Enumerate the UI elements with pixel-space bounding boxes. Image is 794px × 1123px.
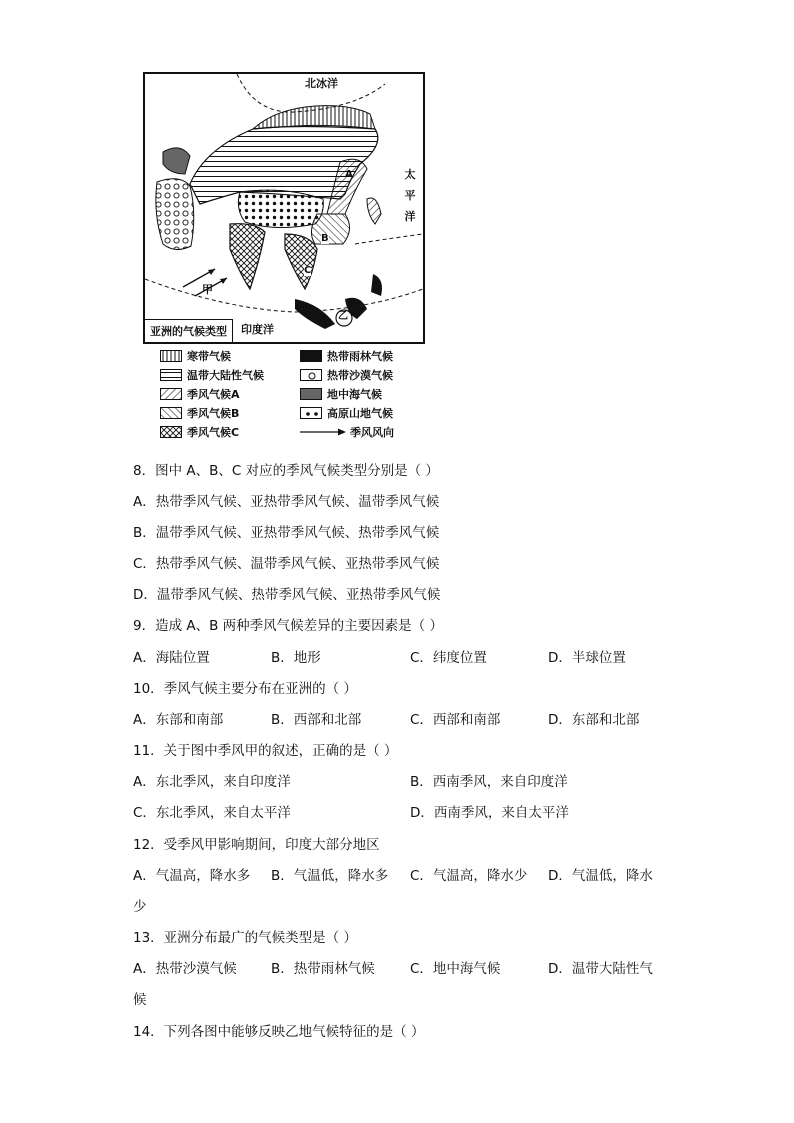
asia-climate-map — [143, 72, 425, 344]
question-12-stem: 12．受季风甲影响期间，印度大部分地区 — [133, 837, 380, 853]
question-11-option-b: B．西南季风，来自印度洋 — [410, 774, 568, 790]
legend-label: 地中海气候 — [327, 388, 382, 401]
wind-jia-label: 甲 — [202, 283, 213, 296]
question-12-option-a: A．气温高，降水多 — [133, 868, 251, 884]
question-10-option-d: D．东部和北部 — [548, 712, 640, 728]
yi-label: 乙 — [338, 311, 348, 322]
question-8-option-a: A．热带季风气候、亚热带季风气候、温带季风气候 — [133, 494, 440, 510]
question-10-option-c: C．西部和南部 — [410, 712, 501, 728]
cold-climate-swatch — [160, 350, 182, 362]
question-11-option-a: A．东北季风，来自印度洋 — [133, 774, 291, 790]
desert-swatch — [300, 369, 322, 381]
arrow-icon — [300, 426, 346, 438]
question-8-option-b: B．温带季风气候、亚热带季风气候、热带季风气候 — [133, 525, 440, 541]
legend-label: 热带沙漠气候 — [327, 369, 393, 382]
indian-ocean-label: 印度洋 — [241, 323, 274, 336]
mediterranean-swatch — [300, 388, 322, 400]
question-10-stem: 10．季风气候主要分布在亚洲的（ ） — [133, 681, 357, 697]
map-drawing — [145, 74, 423, 342]
question-10-option-a: A．东部和南部 — [133, 712, 224, 728]
legend-item-wind-direction — [300, 424, 394, 440]
question-12-option-c: C．气温高，降水少 — [410, 868, 528, 884]
rainforest-swatch — [300, 350, 322, 362]
question-11-option-d: D．西南季风，来自太平洋 — [410, 805, 569, 821]
monsoon-a-swatch — [160, 388, 182, 400]
plateau-swatch — [300, 407, 322, 419]
monsoon-c-marker: C — [304, 265, 312, 276]
legend-label: 热带雨林气候 — [327, 350, 393, 363]
question-13-stem: 13．亚洲分布最广的气候类型是（ ） — [133, 930, 357, 946]
question-9-option-b: B．地形 — [271, 650, 321, 666]
legend-label: 寒带气候 — [187, 350, 231, 363]
legend-item-temperate-continental — [160, 367, 264, 383]
legend-item-monsoon-b — [160, 405, 239, 421]
question-9-option-c: C．纬度位置 — [410, 650, 487, 666]
legend-item-plateau — [300, 405, 393, 421]
question-14-stem: 14．下列各图中能够反映乙地气候特征的是（ ） — [133, 1024, 425, 1040]
question-10-option-b: B．西部和北部 — [271, 712, 362, 728]
question-13-option-b: B．热带雨林气候 — [271, 961, 375, 977]
monsoon-a-marker: A — [345, 169, 353, 180]
question-8-stem: 8．图中 A、B、C 对应的季风气候类型分别是（ ） — [133, 463, 439, 479]
map-caption: 亚洲的气候类型 — [145, 319, 233, 342]
legend-item-rainforest — [300, 348, 393, 364]
question-12-option-d: D．气温低，降水 — [548, 868, 653, 884]
question-12-option-b: B．气温低，降水多 — [271, 868, 389, 884]
legend-label: 季风气候A — [187, 388, 240, 401]
map-legend — [160, 348, 420, 444]
legend-label: 高原山地气候 — [327, 407, 393, 420]
pacific-ocean-label — [403, 164, 417, 227]
legend-item-cold — [160, 348, 231, 364]
question-11-stem: 11．关于图中季风甲的叙述，正确的是（ ） — [133, 743, 398, 759]
monsoon-b-swatch — [160, 407, 182, 419]
legend-label: 季风风向 — [350, 426, 394, 439]
legend-item-desert — [300, 367, 393, 383]
question-13-option-d: D．温带大陆性气 — [548, 961, 653, 977]
question-13-option-c: C．地中海气候 — [410, 961, 501, 977]
question-8-option-d: D．温带季风气候、热带季风气候、亚热带季风气候 — [133, 587, 441, 603]
legend-label: 季风气候B — [187, 407, 240, 420]
legend-item-monsoon-a — [160, 386, 240, 402]
monsoon-c-swatch — [160, 426, 182, 438]
pacific-ocean-text: 太 平 洋 — [404, 168, 416, 223]
legend-label: 季风气候C — [187, 426, 240, 439]
question-9-stem: 9．造成 A、B 两种季风气候差异的主要因素是（ ） — [133, 618, 443, 634]
question-9-option-a: A．海陆位置 — [133, 650, 210, 666]
question-13-option-a: A．热带沙漠气候 — [133, 961, 237, 977]
question-11-option-c: C．东北季风，来自太平洋 — [133, 805, 291, 821]
question-13-option-d-wrap: 候 — [133, 992, 147, 1008]
legend-item-mediterranean — [300, 386, 382, 402]
legend-label: 温带大陆性气候 — [187, 369, 264, 382]
arctic-ocean-label: 北冰洋 — [305, 77, 338, 90]
monsoon-b-marker: B — [321, 233, 329, 244]
question-9-option-d: D．半球位置 — [548, 650, 626, 666]
temperate-continental-swatch — [160, 369, 182, 381]
question-8-option-c: C．热带季风气候、温带季风气候、亚热带季风气候 — [133, 556, 440, 572]
question-12-option-d-wrap: 少 — [133, 899, 147, 915]
legend-item-monsoon-c — [160, 424, 239, 440]
